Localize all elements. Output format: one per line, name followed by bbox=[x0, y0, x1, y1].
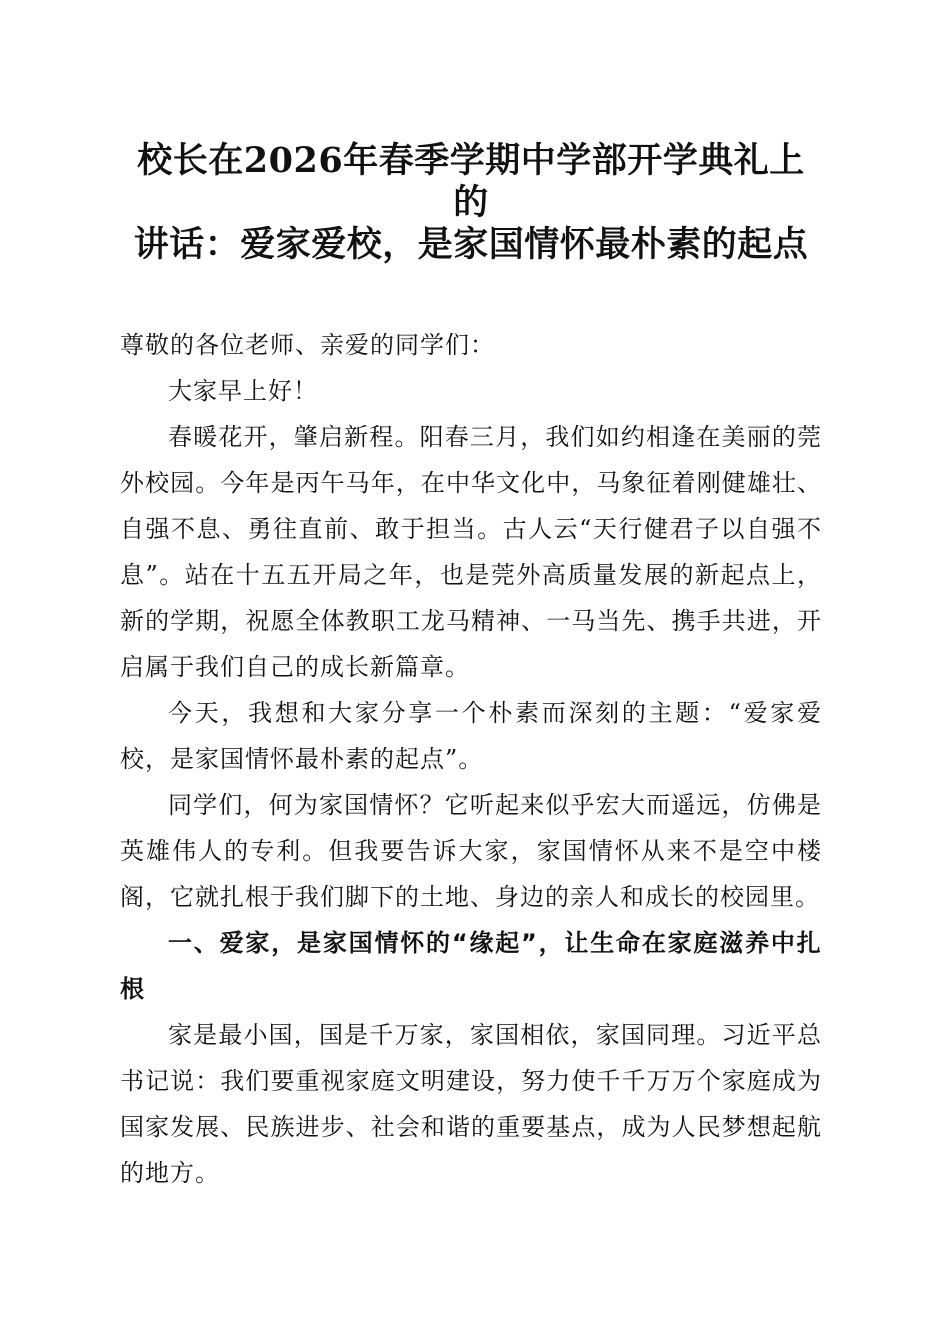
document-title bbox=[120, 140, 822, 266]
salutation: 尊敬的各位老师、亲爱的同学们： bbox=[120, 331, 495, 359]
paragraph-greeting: 大家早上好！ bbox=[168, 377, 318, 405]
title-line-2: 讲话：爱家爱校，是家国情怀最朴素的起点 bbox=[133, 224, 809, 265]
paragraph-opening: 春暖花开，肇启新程。阳春三月，我们如约相逢在美丽的莞外校园。今年是丙午马年，在中华文化中，马象征着刚健雄壮、自强不息、勇往直前、敢于担当。古人云“天行健君子以自强不息”。站在十五五开局之年，也是莞外高质量发展的新起点上，新的学期，祝愿全体教职工龙马精神、一马当先、携手共进，开启属于我们自己的成长新篇章。 bbox=[120, 423, 822, 681]
paragraph-family-country: 同学们，何为家国情怀？它听起来似乎宏大而遥远，仿佛是英雄伟人的专利。但我要告诉大家，家国情怀从来不是空中楼阁，它就扎根于我们脚下的土地、身边的亲人和成长的校园里。 bbox=[120, 791, 822, 911]
paragraph-theme: 今天，我想和大家分享一个朴素而深刻的主题：“爱家爱校，是家国情怀最朴素的起点”。 bbox=[120, 699, 822, 773]
title-line-1: 校长在2026年春季学期中学部开学典礼上的 bbox=[137, 140, 805, 223]
section-heading-1: 一、爱家，是家国情怀的“缘起”，让生命在家庭滋养中扎根 bbox=[120, 929, 822, 1003]
section-1-paragraph: 家是最小国，国是千万家，家国相依，家国同理。习近平总书记说：我们要重视家庭文明建设，努力使千千万万个家庭成为国家发展、民族进步、社会和谐的重要基点，成为人民梦想起航的地方。 bbox=[120, 1021, 822, 1187]
document-body bbox=[120, 322, 822, 1196]
